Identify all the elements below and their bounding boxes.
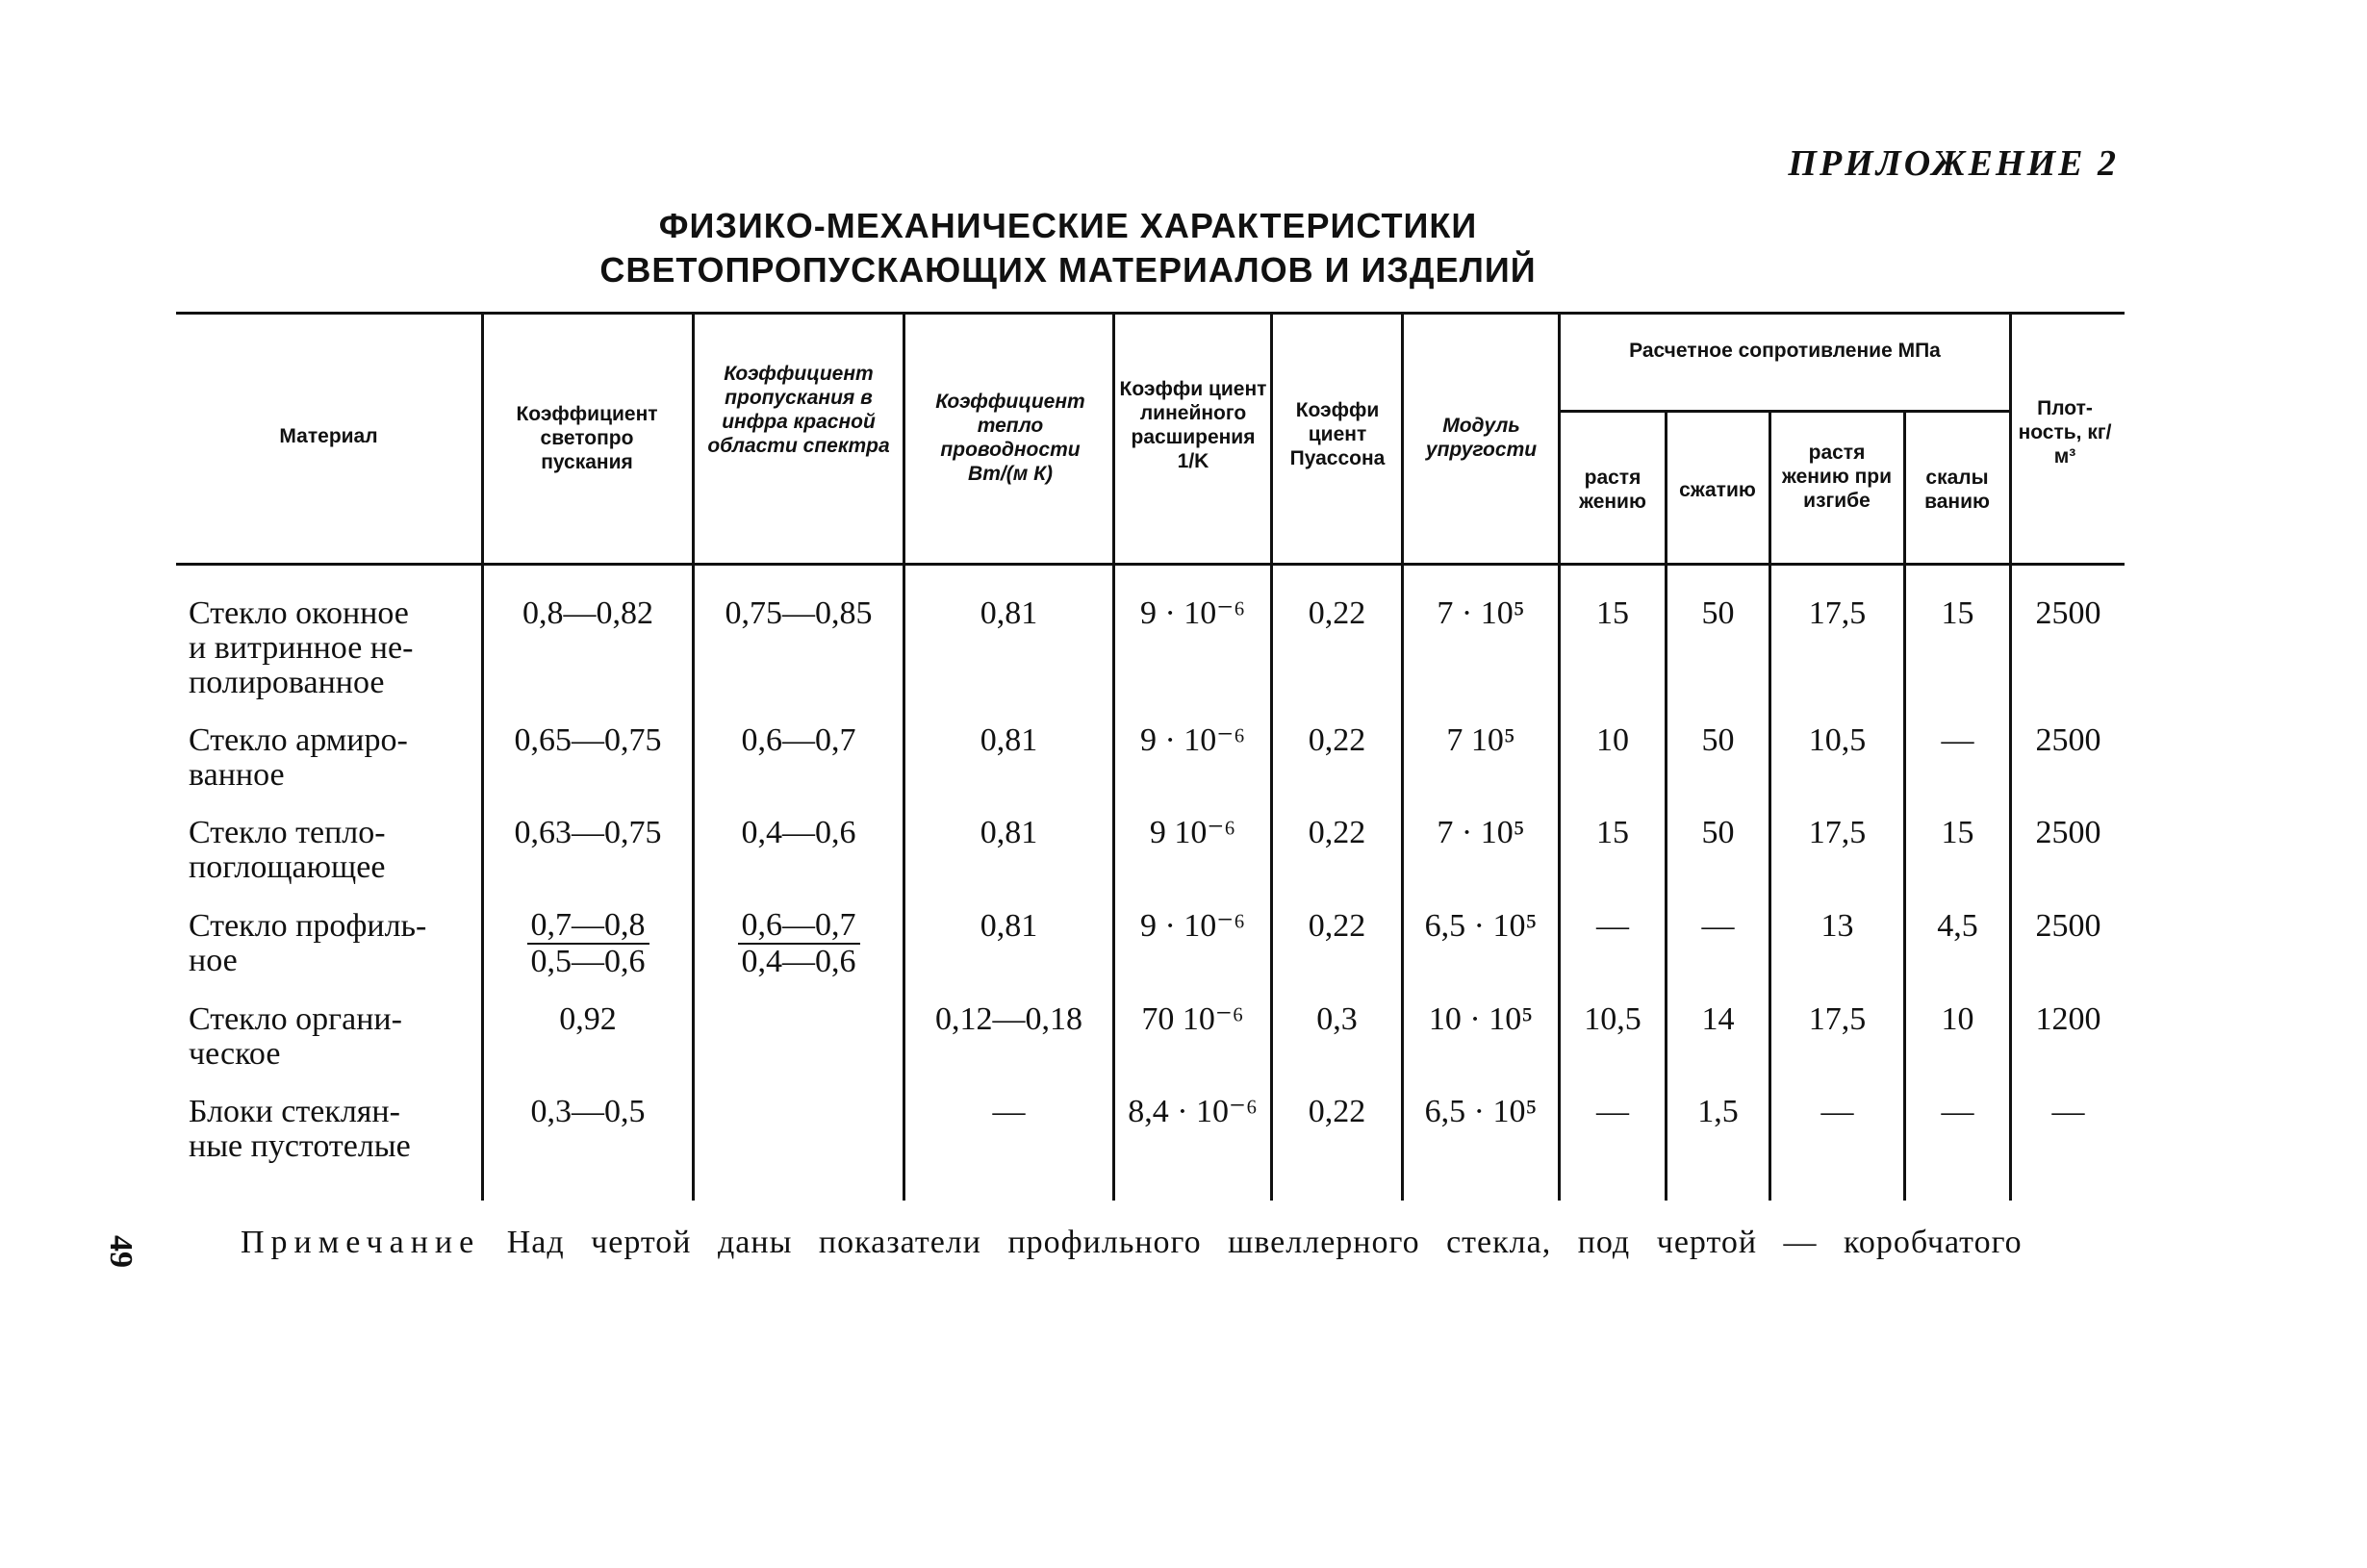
row-5-modulus: 10 · 10⁵: [1428, 1001, 1534, 1037]
header-light-transmission: Коэффициент светопро пускания: [516, 403, 658, 473]
row-4-modulus: 6,5 · 10⁵: [1424, 908, 1538, 944]
row-5-light: 0,92: [559, 1001, 617, 1037]
header-bottom-rule: [176, 563, 2125, 566]
row-3-material: Стекло тепло- поглощающее: [189, 815, 386, 885]
row-6-tension: —: [1596, 1094, 1629, 1129]
row-3-shear: 15: [1941, 815, 1974, 850]
header-shear: скалы ванию: [1924, 467, 1990, 513]
row-1-density: 2500: [2035, 595, 2101, 631]
row-1-modulus: 7 · 10⁵: [1437, 595, 1525, 631]
row-4-poisson: 0,22: [1308, 908, 1366, 944]
title-line-2: СВЕТОПРОПУСКАЮЩИХ МАТЕРИАЛОВ И ИЗДЕЛИЙ: [599, 250, 1537, 290]
row-4-density: 2500: [2035, 908, 2101, 944]
row-3-compression: 50: [1701, 815, 1735, 850]
row-6-thermal: —: [992, 1094, 1026, 1129]
row-6-poisson: 0,22: [1308, 1094, 1366, 1129]
column-divider: [1769, 410, 1771, 1201]
row-6-compression: 1,5: [1697, 1094, 1739, 1129]
row-3-modulus: 7 · 10⁵: [1437, 815, 1525, 850]
row-1-tension: 15: [1596, 595, 1629, 631]
header-material: Материал: [279, 425, 378, 447]
row-4-material: Стекло профиль- ное: [189, 908, 427, 978]
row-5-poisson: 0,3: [1316, 1001, 1358, 1037]
row-3-tension: 15: [1596, 815, 1629, 850]
row-3-poisson: 0,22: [1308, 815, 1366, 850]
row-5-bending: 17,5: [1808, 1001, 1867, 1037]
page-title: [539, 204, 1597, 292]
row-2-ir: 0,6—0,7: [741, 722, 856, 758]
row-1-poisson: 0,22: [1308, 595, 1366, 631]
header-design-resistance: Расчетное сопротивление МПа: [1629, 340, 1941, 362]
row-1-light: 0,8—0,82: [522, 595, 653, 631]
appendix-label: ПРИЛОЖЕНИЕ 2: [1788, 143, 2119, 184]
row-3-thermal: 0,81: [980, 815, 1038, 850]
row-5-material: Стекло органи- ческое: [189, 1001, 402, 1072]
row-1-linear: 9 · 10⁻⁶: [1139, 595, 1246, 631]
column-divider: [1665, 410, 1667, 1201]
group-header-rule: [1560, 410, 2012, 413]
table-top-rule: [176, 312, 2125, 315]
note-label: Примечание: [241, 1225, 481, 1260]
header-thermal-conductivity: Коэффициент тепло проводности Вт/(м К): [935, 391, 1085, 485]
row-4-shear: 4,5: [1937, 908, 1978, 944]
header-linear-expansion: Коэффи циент линейного расширения 1/K: [1119, 378, 1267, 472]
row-6-light: 0,3—0,5: [530, 1094, 646, 1129]
row-6-modulus: 6,5 · 10⁵: [1424, 1094, 1538, 1129]
row-2-poisson: 0,22: [1308, 722, 1366, 758]
page-number: 49: [103, 1235, 139, 1268]
table-note: [241, 1225, 2023, 1261]
header-bending-tension: растя жению при изгибе: [1781, 442, 1893, 512]
row-6-material: Блоки стеклян- ные пустотелые: [189, 1094, 411, 1164]
header-compression: сжатию: [1679, 479, 1756, 501]
row-2-bending: 10,5: [1808, 722, 1867, 758]
row-2-density: 2500: [2035, 722, 2101, 758]
row-4-bending: 13: [1820, 908, 1854, 944]
row-3-linear: 9 10⁻⁶: [1149, 815, 1236, 850]
row-5-density: 1200: [2035, 1001, 2101, 1037]
header-elastic-modulus: Модуль упругости: [1425, 415, 1538, 461]
header-ir-transmission: Коэффициент пропускания в инфра красной области спектра: [707, 363, 890, 457]
row-5-linear: 70 10⁻⁶: [1141, 1001, 1244, 1037]
row-6-density: —: [2051, 1094, 2085, 1129]
row-2-compression: 50: [1701, 722, 1735, 758]
header-tension: растя жению: [1579, 467, 1646, 513]
header-density: Плот-ность, кг/м³: [2018, 397, 2112, 468]
row-3-density: 2500: [2035, 815, 2101, 850]
note-text: Над чертой даны показатели профильного швеллерного стекла, под чертой — коробчатого: [506, 1225, 2023, 1260]
row-6-shear: —: [1941, 1094, 1974, 1129]
row-2-linear: 9 · 10⁻⁶: [1139, 722, 1246, 758]
fraction-top: 0,6—0,7: [738, 908, 860, 945]
row-2-modulus: 7 10⁵: [1446, 722, 1515, 758]
row-1-compression: 50: [1701, 595, 1735, 631]
row-4-ir-fraction: [695, 908, 903, 979]
row-2-material: Стекло армиро- ванное: [189, 722, 408, 793]
row-2-tension: 10: [1596, 722, 1629, 758]
row-1-material: Стекло оконное и витринное не- полированное: [189, 595, 414, 700]
title-line-1: ФИЗИКО-МЕХАНИЧЕСКИЕ ХАРАКТЕРИСТИКИ: [658, 206, 1478, 245]
row-2-shear: —: [1941, 722, 1974, 758]
row-4-compression: —: [1701, 908, 1735, 944]
row-2-thermal: 0,81: [980, 722, 1038, 758]
row-5-thermal: 0,12—0,18: [935, 1001, 1082, 1037]
row-3-bending: 17,5: [1808, 815, 1867, 850]
row-6-bending: —: [1820, 1094, 1854, 1129]
row-1-thermal: 0,81: [980, 595, 1038, 631]
row-6-linear: 8,4 · 10⁻⁶: [1128, 1094, 1258, 1129]
row-4-light-fraction: [484, 908, 692, 979]
row-4-tension: —: [1596, 908, 1629, 944]
column-divider: [1903, 410, 1906, 1201]
fraction-top: 0,7—0,8: [527, 908, 649, 945]
header-poisson: Коэффи циент Пуассона: [1289, 399, 1386, 469]
row-1-bending: 17,5: [1808, 595, 1867, 631]
fraction-bottom: 0,4—0,6: [741, 944, 856, 979]
row-5-shear: 10: [1941, 1001, 1974, 1037]
row-4-thermal: 0,81: [980, 908, 1038, 944]
row-2-light: 0,65—0,75: [514, 722, 662, 758]
row-3-ir: 0,4—0,6: [741, 815, 856, 850]
row-1-ir: 0,75—0,85: [725, 595, 873, 631]
fraction-bottom: 0,5—0,6: [530, 944, 646, 979]
row-1-shear: 15: [1941, 595, 1974, 631]
row-5-tension: 10,5: [1584, 1001, 1642, 1037]
row-4-linear: 9 · 10⁻⁶: [1139, 908, 1246, 944]
row-3-light: 0,63—0,75: [514, 815, 662, 850]
row-5-compression: 14: [1701, 1001, 1735, 1037]
